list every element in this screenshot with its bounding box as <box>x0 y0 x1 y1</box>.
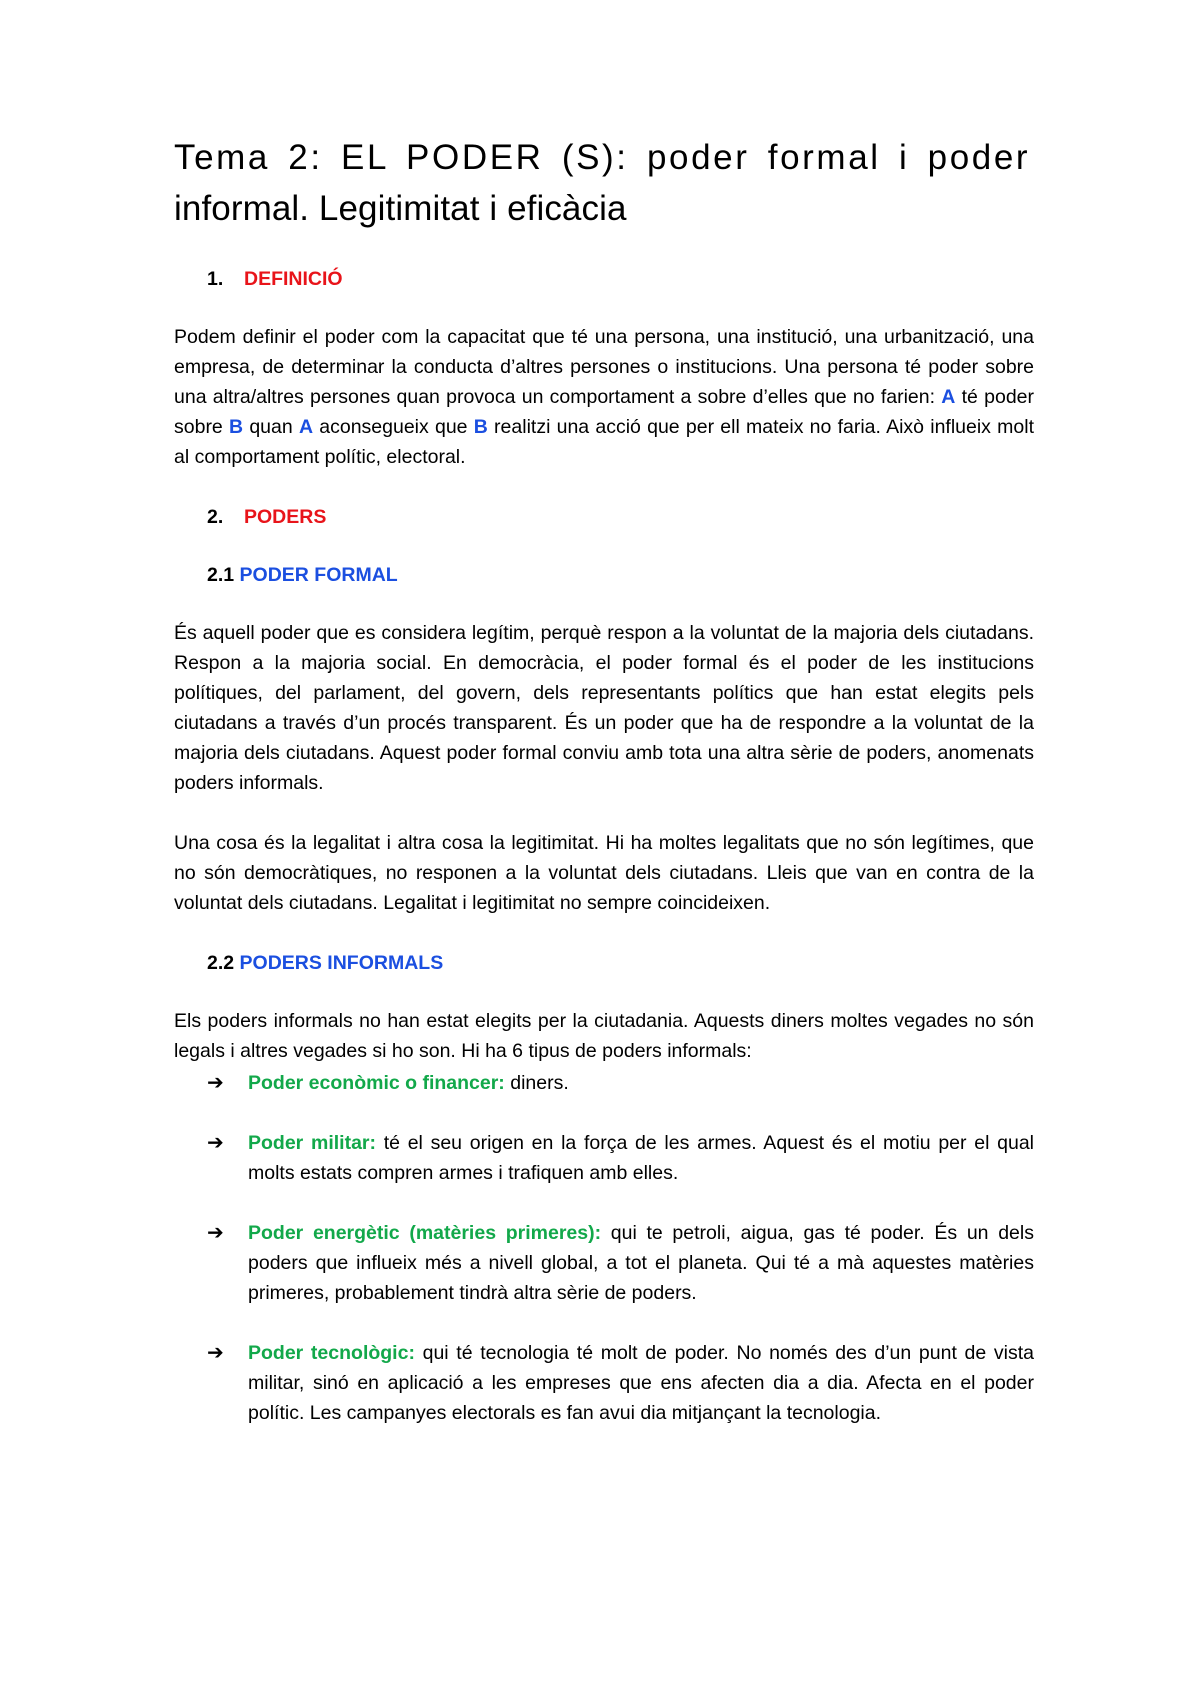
definition-paragraph <box>174 322 1034 472</box>
subsection-title: PODER FORMAL <box>239 564 398 586</box>
power-term: Poder militar: <box>248 1132 376 1154</box>
definition-text-2: té poder sobre <box>174 386 1035 438</box>
letter-a: A <box>941 386 956 408</box>
power-description: té el seu origen en la força de les armes. Aquest és el motiu per el qual molts estats compren armes i trafiquen amb elles. <box>248 1132 1034 1184</box>
letter-b: B <box>473 416 488 438</box>
subsection-number: 2.1 <box>207 564 235 586</box>
arrow-right-icon: ➔ <box>207 1222 224 1244</box>
section-title: DEFINICIÓ <box>244 268 343 290</box>
subsection-number: 2.2 <box>207 952 235 974</box>
definition-text-3: quan <box>243 416 299 438</box>
section-1-heading <box>174 264 1034 294</box>
list-item <box>174 1128 1034 1188</box>
legality-paragraph: Una cosa és la legalitat i altra cosa la legitimitat. Hi ha moltes legalitats que no són legítimes, que no són democràtiques, no responen a la voluntat dels ciutadans. Lleis que van en contra de la voluntat dels ciutadans. Legalitat i legitimitat no sempre coincideixen. <box>174 832 1034 914</box>
title-line-1: Tema 2: EL PODER (S): poder formal i poder <box>174 138 1031 177</box>
letter-b: B <box>229 416 244 438</box>
list-item <box>174 1338 1034 1428</box>
list-item <box>174 1218 1034 1308</box>
definition-text-1: Podem definir el poder com la capacitat que té una persona, una institució, una urbanització, una empresa, de determinar la conducta d’altres persones o institucions. Una persona té poder sobre una altra/altres persones quan provoca un comportament a sobre d’elles que no farien: <box>174 326 1034 408</box>
document-page <box>174 132 1034 1458</box>
formal-power-paragraph: És aquell poder que es considera legítim, perquè respon a la voluntat de la majoria dels ciutadans. Respon a la majoria social. En democràcia, el poder formal és el poder de les institucions polítiques, del parlament, del govern, dels representants polítics que han estat elegits pels ciutadans a través d’un procés transparent. És un poder que ha de respondre a la voluntat de la majoria dels ciutadans. Aquest poder formal conviu amb tota una altra sèrie de poders, anomenats poders informals. <box>174 622 1034 794</box>
power-term: Poder econòmic o financer: <box>248 1072 505 1094</box>
power-description: qui té tecnologia té molt de poder. No només des d’un punt de vista militar, sinó en aplicació a les empreses que ens afecten dia a dia. Afecta en el poder polític. Les campanyes electorals es fan avui dia mitjançant la tecnologia. <box>248 1342 1034 1424</box>
power-description: qui te petroli, aigua, gas té poder. És un dels poders que influeix més a nivell global, a tot el planeta. Qui té a mà aquestes matèries primeres, probablement tindrà altra sèrie de poders. <box>248 1222 1034 1304</box>
informal-powers-paragraph: Els poders informals no han estat elegits per la ciutadania. Aquests diners moltes vegades no són legals i altres vegades si ho son. Hi ha 6 tipus de poders informals: <box>174 1010 1034 1062</box>
subsection-title: PODERS INFORMALS <box>239 952 444 974</box>
arrow-right-icon: ➔ <box>207 1342 224 1364</box>
section-2-heading <box>174 502 1034 532</box>
list-item <box>174 1068 1034 1098</box>
power-term: Poder tecnològic: <box>248 1342 415 1364</box>
section-title: PODERS <box>244 506 327 528</box>
subsection-2-1-heading <box>174 560 1034 590</box>
title-line-2: informal. Legitimitat i eficàcia <box>174 189 627 228</box>
section-number: 2. <box>207 506 224 528</box>
definition-text-5: realitzi una acció que per ell mateix no faria. Això influeix molt al comportament polític, electoral. <box>174 416 1034 468</box>
power-description: diners. <box>504 1072 569 1094</box>
definition-text-4: aconsegueix que <box>313 416 474 438</box>
section-number: 1. <box>207 268 224 290</box>
arrow-right-icon: ➔ <box>207 1132 224 1154</box>
letter-a: A <box>298 416 314 438</box>
arrow-right-icon: ➔ <box>207 1072 224 1094</box>
document-title <box>174 132 1034 234</box>
informal-powers-list <box>174 1068 1034 1428</box>
power-term: Poder energètic (matèries primeres): <box>248 1222 602 1244</box>
subsection-2-2-heading <box>174 948 1034 978</box>
